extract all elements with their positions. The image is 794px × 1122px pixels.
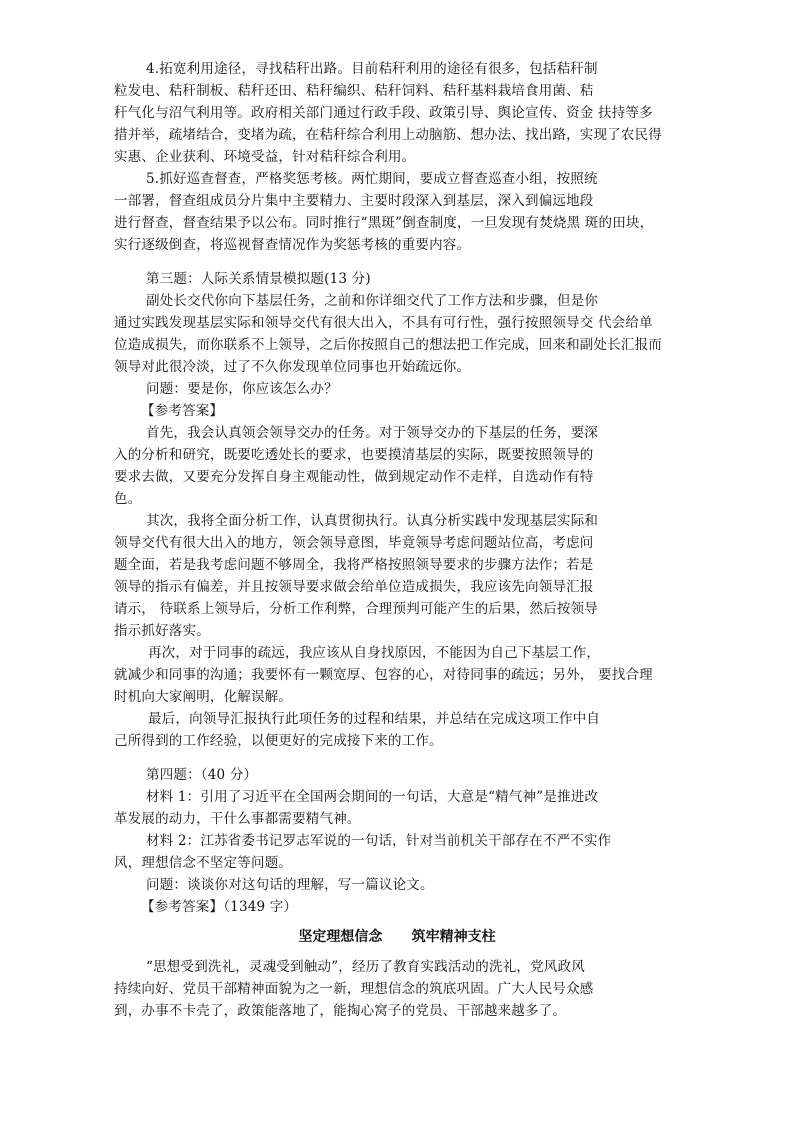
question-3-answer-label: 【参考答案】 xyxy=(141,403,224,419)
answer-para-2-line-2: 领导交代有很大出入的地方，领会领导意图，毕竟领导考虑问题站位高，考虑问 xyxy=(114,535,594,551)
strategy-5-line-4: 实行逐级倒查，将巡视督查情况作为奖惩考核的重要内容。 xyxy=(114,237,471,253)
essay-title: 坚定理想信念 筑牢精神支柱 xyxy=(298,929,496,945)
strategy-5-line-1: 5.抓好巡查督查，严格奖惩考核。两忙期间，要成立督查巡查小组，按照统 xyxy=(146,171,598,187)
answer-para-1-line-1: 首先，我会认真领会领导交办的任务。对于领导交办的下基层的任务，要深 xyxy=(146,425,599,441)
strategy-5-line-2: 一部署，督查组成员分片集中主要精力、主要时段深入到基层，深入到偏远地段 xyxy=(114,193,594,209)
answer-para-2-line-5: 请示， 待联系上领导后，分析工作利弊，合理预判可能产生的后果，然后按领导 xyxy=(114,601,598,617)
answer-para-3-line-2: 就减少和同事的沟通；我要怀有一颗宽厚、包容的心，对待同事的疏远；另外， 要找合理 xyxy=(114,667,653,683)
answer-para-4-line-2: 己所得到的工作经验，以便更好的完成接下来的工作。 xyxy=(114,733,443,749)
strategy-4-line-2: 粒发电、秸秆制板、秸秆还田、秸秆编织、秸秆饲料、秸秆基料栽培食用菌、秸 xyxy=(114,83,594,99)
question-3-scenario-line-4: 领导对此很冷淡，过了不久你发现单位同事也开始疏远你。 xyxy=(114,359,471,375)
question-3-scenario-line-3: 位造成损失，而你联系不上领导，之后你按照自己的想法把工作完成，回来和副处长汇报而 xyxy=(114,337,662,353)
material-1-line-1: 材料 1：引用了习近平在全国两会期间的一句话，大意是“精气神”是推进改 xyxy=(146,789,599,805)
question-4-prompt: 问题：谈谈你对这句话的理解，写一篇议论文。 xyxy=(146,877,434,893)
strategy-4-line-5: 实惠、企业获利、环境受益，针对秸秆综合利用。 xyxy=(114,149,416,165)
question-3-scenario-line-2: 通过实践发现基层实际和领导交代有很大出入，不具有可行性，强行按照领导交 代会给单 xyxy=(114,315,653,331)
answer-para-2-line-1: 其次，我将全面分析工作，认真贯彻执行。认真分析实践中发现基层实际和 xyxy=(146,513,599,529)
answer-para-2-line-3: 题全面，若是我考虑问题不够周全，我将严格按照领导要求的步骤方法作；若是 xyxy=(114,557,594,573)
material-2-line-2: 风，理想信念不坚定等问题。 xyxy=(114,855,293,871)
question-3-heading: 第三题：人际关系情景模拟题(13 分) xyxy=(146,271,371,287)
answer-para-3-line-1: 再次，对于同事的疏远，我应该从自身找原因，不能因为自己下基层工作， xyxy=(148,645,601,661)
answer-para-2-line-4: 领导的指示有偏差，并且按领导要求做会给单位造成损失，我应该先向领导汇报 xyxy=(114,579,594,595)
answer-para-1-line-3: 要求去做，又要充分发挥自身主观能动性，做到规定动作不走样，自选动作有特 xyxy=(114,469,594,485)
strategy-5-line-3: 进行督查，督查结果予以公布。同时推行“黑斑”倒查制度，一旦发现有焚烧黑 斑的田块， xyxy=(114,215,654,231)
essay-intro-line-3: 到，办事不卡壳了，政策能落地了，能掏心窝子的党员、干部越来越多了。 xyxy=(114,1003,567,1019)
essay-intro-line-1: “思想受到洗礼，灵魂受到触动”，经历了教育实践活动的洗礼，党风政风 xyxy=(146,959,585,975)
strategy-4-line-1: 4.拓宽利用途径，寻找秸秆出路。目前秸秆利用的途径有很多，包括秸秆制 xyxy=(146,61,598,77)
answer-para-3-line-3: 时机向大家阐明，化解误解。 xyxy=(114,689,293,705)
question-4-answer-label: 【参考答案】（1349 字） xyxy=(141,899,298,915)
question-3-scenario-line-1: 副处长交代你向下基层任务，之前和你详细交代了工作方法和步骤，但是你 xyxy=(146,293,599,309)
answer-para-4-line-1: 最后，向领导汇报执行此项任务的过程和结果，并总结在完成这项工作中自 xyxy=(148,711,601,727)
answer-para-1-line-4: 色。 xyxy=(114,491,142,507)
answer-para-1-line-2: 入的分析和研究，既要吃透处长的要求，也要摸清基层的实际，既要按照领导的 xyxy=(114,447,594,463)
question-3-prompt: 问题：要是你，你应该怎么办？ xyxy=(146,381,338,397)
answer-para-2-line-6: 指示抓好落实。 xyxy=(114,623,210,639)
essay-intro-line-2: 持续向好、党员干部精神面貌为之一新，理想信念的筑底巩固。广大人民号众感 xyxy=(114,981,594,997)
question-4-heading: 第四题：（40 分） xyxy=(146,767,258,783)
material-2-line-1: 材料 2：江苏省委书记罗志军说的一句话，针对当前机关干部存在不严不实作 xyxy=(146,833,612,849)
strategy-4-line-3: 秆气化与沼气利用等。政府相关部门通过行政手段、政策引导、舆论宣传、资金 扶持等多 xyxy=(114,105,653,121)
strategy-4-line-4: 措并举，疏堵结合，变堵为疏，在秸秆综合利用上动脑筋、想办法、找出路，实现了农民得 xyxy=(114,127,662,143)
material-1-line-2: 革发展的动力，干什么事都需要精气神。 xyxy=(114,811,361,827)
